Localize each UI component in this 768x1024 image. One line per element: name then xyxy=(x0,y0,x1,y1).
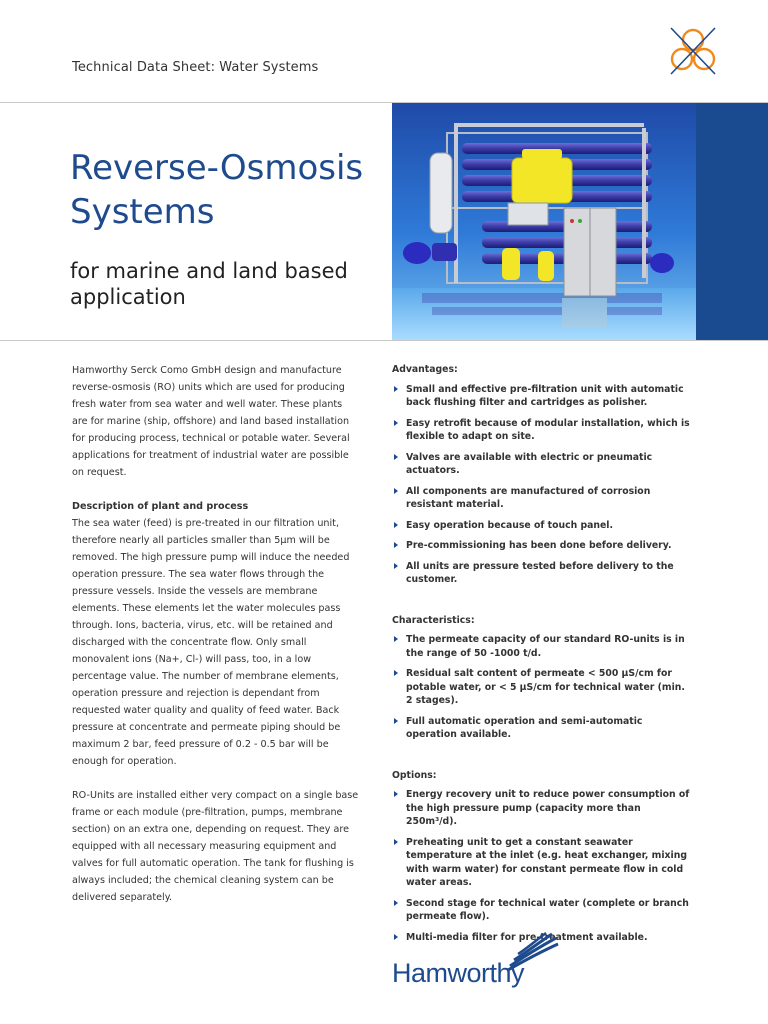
list-item: Residual salt content of permeate < 500 µS/cm for potable water, or < 5 µS/cm for technical water (min. 2 stages). xyxy=(392,667,692,708)
list-item: All components are manufactured of corrosion resistant material. xyxy=(392,485,692,512)
options-heading: Options: xyxy=(392,769,437,781)
bullet-arrow-icon xyxy=(394,386,398,392)
hamworthy-emblem-icon xyxy=(668,26,718,76)
list-item: Preheating unit to get a constant seawater temperature at the inlet (e.g. heat exchanger, mixing with warm water) for constant permeate flow in cold water areas. xyxy=(392,836,692,890)
list-item: Small and effective pre-filtration unit with automatic back flushing filter and cartridges as polisher. xyxy=(392,383,692,410)
bullet-arrow-icon xyxy=(394,718,398,724)
list-item: Full automatic operation and semi-automatic operation available. xyxy=(392,715,692,742)
page-title-line-2: Systems xyxy=(70,192,215,232)
installation-paragraph: RO-Units are installed either very compact on a single base frame or each module (pre-filtration, pumps, membrane section) on an extra one, depending on request. They are equipped with all necessary measuring equipment and valves for full automatic operation. The tank for flushing is always included; the chemical cleaning system can be delivered separately. xyxy=(72,790,359,903)
ro-system-photo xyxy=(392,103,696,340)
list-item: The permeate capacity of our standard RO-units is in the range of 50 -1000 t/d. xyxy=(392,633,692,660)
description-heading: Description of plant and process xyxy=(72,501,249,512)
bullet-arrow-icon xyxy=(394,563,398,569)
advantages-list xyxy=(392,383,692,587)
intro-paragraph: Hamworthy Serck Como GmbH design and manufacture reverse-osmosis (RO) units which are used for producing fresh water from sea water and well water. These plants are for marine (ship, offshore) and land based installation for producing process, technical or potable water. Several applications for treatment of industrial water are possible on request. xyxy=(72,365,350,478)
bullet-arrow-icon xyxy=(394,420,398,426)
bullet-arrow-icon xyxy=(394,522,398,528)
bullet-arrow-icon xyxy=(394,900,398,906)
header-title: Technical Data Sheet: Water Systems xyxy=(72,60,319,75)
list-item: Easy retrofit because of modular installation, which is flexible to adapt on site. xyxy=(392,417,692,444)
list-item: All units are pressure tested before delivery to the customer. xyxy=(392,560,692,587)
brand-name: Hamworthy xyxy=(392,958,525,988)
left-column xyxy=(72,362,360,923)
bullet-arrow-icon xyxy=(394,542,398,548)
page-subtitle-line-1: for marine and land based xyxy=(70,259,348,283)
bullet-arrow-icon xyxy=(394,454,398,460)
right-column xyxy=(392,363,692,951)
advantages-heading: Advantages: xyxy=(392,364,458,375)
page-title xyxy=(70,146,380,234)
page-subtitle xyxy=(70,258,380,310)
page-subtitle-line-2: application xyxy=(70,285,186,309)
list-item: Energy recovery unit to reduce power consumption of the high pressure pump (capacity more than 250m³/d). xyxy=(392,788,692,829)
list-item: Valves are available with electric or pneumatic actuators. xyxy=(392,451,692,478)
bullet-arrow-icon xyxy=(394,839,398,845)
brand-logo xyxy=(384,930,564,990)
accent-band xyxy=(696,103,768,340)
bullet-arrow-icon xyxy=(394,670,398,676)
characteristics-heading: Characteristics: xyxy=(392,614,475,626)
list-item: Second stage for technical water (complete or branch permeate flow). xyxy=(392,897,692,924)
bullet-arrow-icon xyxy=(394,791,398,797)
list-item: Pre-commissioning has been done before delivery. xyxy=(392,539,692,553)
bullet-arrow-icon xyxy=(394,636,398,642)
list-item: Multi-media filter for pre-treatment available. xyxy=(392,931,692,945)
bullet-arrow-icon xyxy=(394,488,398,494)
divider-middle xyxy=(0,340,768,341)
description-paragraph: The sea water (feed) is pre-treated in our filtration unit, therefore nearly all particles smaller than 5µm will be removed. The high pressure pump will induce the needed operation pressure. The sea water flows through the pressure vessels. Inside the vessels are membrane elements. These elements let the water molecules pass through. Ions, bacteria, virus, etc. will be retained and discharged with the concentrate flow. Only small monovalent ions (Na+, Cl-) will pass, too, in a low percentage value. The number of membrane elements, operation pressure and rejection is dependant from requested water quality and quality of feed water. Back pressure at concentrate and permeate piping should be maximum 2 bar, feed pressure of 0.2 - 0.5 bar will be enough for operation. xyxy=(72,518,350,767)
options-list xyxy=(392,788,692,944)
list-item: Easy operation because of touch panel. xyxy=(392,519,692,533)
page-title-line-1: Reverse-Osmosis xyxy=(70,148,364,188)
characteristics-list xyxy=(392,633,692,742)
